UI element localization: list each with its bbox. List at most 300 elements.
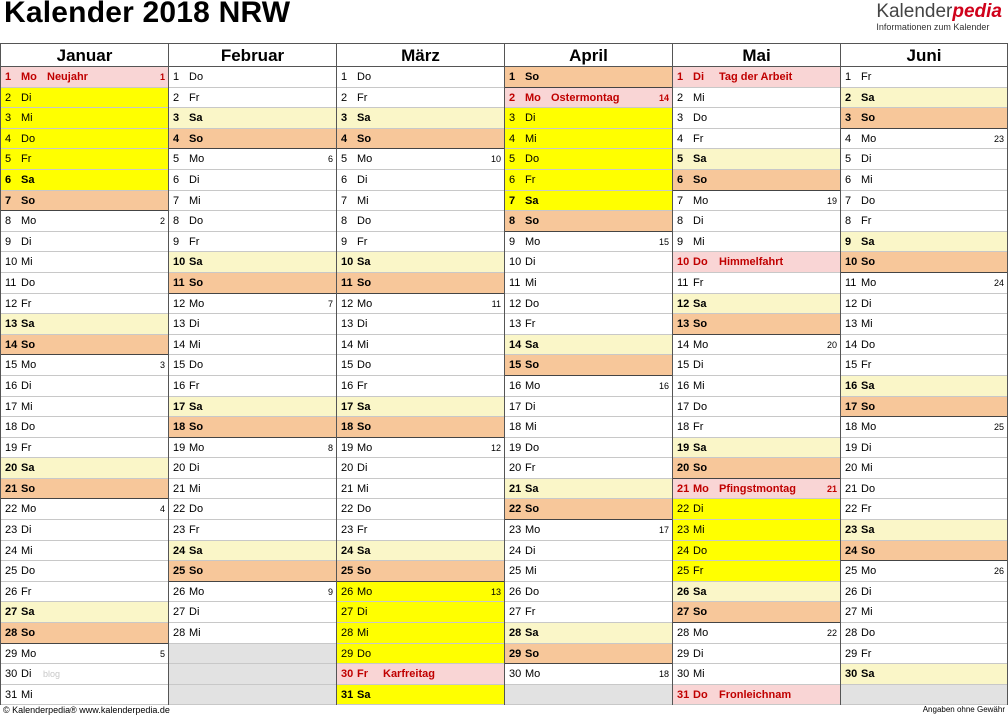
day-number: 27 <box>677 606 690 619</box>
day-row <box>673 252 840 273</box>
weekday: Fr <box>525 318 536 331</box>
day-number: 3 <box>845 112 852 125</box>
weekday: Sa <box>861 235 875 248</box>
day-row <box>169 191 336 212</box>
day-row <box>673 67 840 88</box>
day-number: 23 <box>5 524 18 537</box>
day-number: 29 <box>5 647 18 660</box>
weekday: Fr <box>525 173 536 186</box>
day-number: 26 <box>677 585 690 598</box>
day-row <box>337 191 504 212</box>
weekday: So <box>861 544 876 557</box>
day-number: 18 <box>845 421 858 434</box>
weekday: Mo <box>525 379 541 392</box>
weekday: Di <box>861 441 872 454</box>
weekday: Fr <box>861 215 872 228</box>
weekday: Do <box>21 132 36 145</box>
day-number: 11 <box>341 276 353 289</box>
day-row <box>1 541 168 562</box>
day-row <box>337 335 504 356</box>
weekday: Do <box>525 297 540 310</box>
month-column <box>168 43 336 705</box>
day-number: 22 <box>845 503 858 516</box>
day-number: 17 <box>5 400 18 413</box>
weekday: Mi <box>21 400 33 413</box>
day-number: 18 <box>5 421 18 434</box>
day-row <box>337 479 504 500</box>
day-row <box>505 397 672 418</box>
weekday: So <box>357 276 372 289</box>
day-number: 13 <box>5 318 18 331</box>
day-number: 22 <box>5 503 18 516</box>
weekday: Sa <box>357 688 371 701</box>
day-row <box>673 149 840 170</box>
day-number: 5 <box>173 153 180 166</box>
day-row <box>505 376 672 397</box>
day-row <box>1 438 168 459</box>
week-number: 13 <box>490 586 501 597</box>
day-row <box>1 417 168 438</box>
day-number: 6 <box>677 173 684 186</box>
day-number: 17 <box>677 400 690 413</box>
day-number: 8 <box>5 215 12 228</box>
month-column <box>672 43 840 705</box>
weekday: Mi <box>21 688 33 701</box>
day-number: 3 <box>341 112 348 125</box>
day-row <box>673 108 840 129</box>
day-row <box>1 664 168 685</box>
day-number: 19 <box>341 441 354 454</box>
day-number: 21 <box>845 482 858 495</box>
weekday: Mi <box>693 379 705 392</box>
weekday: Di <box>357 462 368 475</box>
day-number: 12 <box>341 297 354 310</box>
day-number: 13 <box>677 318 690 331</box>
day-number: 26 <box>173 585 186 598</box>
day-row <box>169 314 336 335</box>
day-number: 24 <box>5 544 18 557</box>
day-number: 27 <box>5 606 18 619</box>
day-row <box>337 294 504 315</box>
day-row <box>1 479 168 500</box>
day-row <box>169 685 336 706</box>
day-number: 4 <box>509 132 516 145</box>
day-row <box>169 458 336 479</box>
month-column <box>504 43 672 705</box>
day-number: 20 <box>5 462 18 475</box>
day-number: 12 <box>845 297 858 310</box>
day-row <box>169 376 336 397</box>
day-number: 13 <box>509 318 522 331</box>
weekday: Do <box>357 71 372 83</box>
weekday: Fr <box>189 91 200 104</box>
day-row <box>1 88 168 109</box>
day-row <box>169 67 336 88</box>
weekday: Sa <box>357 256 371 269</box>
day-number: 27 <box>845 606 858 619</box>
weekday: Mo <box>21 359 37 372</box>
weekday: Mo <box>861 276 877 289</box>
day-row <box>1 520 168 541</box>
day-row <box>505 149 672 170</box>
week-number: 23 <box>993 133 1004 144</box>
weekday: Mo <box>357 297 373 310</box>
weekday: Fr <box>693 421 704 434</box>
day-number: 18 <box>509 421 522 434</box>
logo-brand-b: pedia <box>952 1 1002 22</box>
weekday: Mi <box>21 112 33 125</box>
day-number: 10 <box>845 256 858 269</box>
day-number: 22 <box>341 503 354 516</box>
weekday: Mo <box>861 132 877 145</box>
weekday: Fr <box>525 462 536 475</box>
week-number: 19 <box>826 195 837 206</box>
day-number: 2 <box>509 91 516 104</box>
day-number: 10 <box>173 256 186 269</box>
day-row <box>1 355 168 376</box>
day-row <box>841 294 1007 315</box>
day-number: 9 <box>173 235 180 248</box>
day-number: 30 <box>509 668 522 681</box>
weekday: Sa <box>525 627 539 640</box>
day-number: 17 <box>341 400 354 413</box>
weekday: Do <box>861 194 876 207</box>
day-row <box>505 211 672 232</box>
day-row <box>673 376 840 397</box>
day-number: 31 <box>677 688 690 701</box>
day-number: 9 <box>5 235 12 248</box>
day-row <box>673 623 840 644</box>
day-number: 14 <box>509 338 522 351</box>
weekday: Di <box>189 606 200 619</box>
day-number: 7 <box>5 194 12 207</box>
holiday-name: Tag der Arbeit <box>719 71 793 83</box>
day-number: 28 <box>173 627 186 640</box>
weekday: Sa <box>861 91 875 104</box>
weekday: Do <box>693 112 708 125</box>
day-row <box>1 644 168 665</box>
week-number: 6 <box>327 154 333 165</box>
weekday: Fr <box>525 606 536 619</box>
weekday: Mo <box>357 441 373 454</box>
day-row <box>505 294 672 315</box>
weekday: Sa <box>21 173 35 186</box>
weekday: Do <box>189 215 204 228</box>
day-number: 15 <box>5 359 18 372</box>
weekday: So <box>21 482 36 495</box>
day-number: 20 <box>341 462 354 475</box>
day-row <box>505 314 672 335</box>
weekday: Di <box>189 318 200 331</box>
weekday: Do <box>693 400 708 413</box>
day-row <box>337 314 504 335</box>
weekday: Mo <box>189 441 205 454</box>
day-number: 19 <box>5 441 18 454</box>
weekday: Mi <box>21 544 33 557</box>
day-row <box>673 561 840 582</box>
day-number: 7 <box>341 194 348 207</box>
week-number: 1 <box>159 72 165 82</box>
weekday: Di <box>21 524 32 537</box>
month-header: Februar <box>169 43 336 67</box>
weekday: Sa <box>525 194 539 207</box>
day-number: 2 <box>341 91 348 104</box>
day-number: 22 <box>173 503 186 516</box>
weekday: Mi <box>357 627 369 640</box>
day-row <box>841 108 1007 129</box>
day-row <box>1 499 168 520</box>
weekday: Mi <box>189 482 201 495</box>
week-number: 25 <box>993 422 1004 433</box>
day-row <box>1 458 168 479</box>
day-number: 25 <box>845 565 858 578</box>
week-number: 4 <box>159 504 165 515</box>
day-number: 30 <box>677 668 690 681</box>
day-number: 19 <box>173 441 186 454</box>
day-number: 24 <box>173 544 186 557</box>
day-row <box>673 438 840 459</box>
day-row <box>169 397 336 418</box>
week-number: 5 <box>159 648 165 659</box>
weekday: Fr <box>861 503 872 516</box>
day-row <box>337 499 504 520</box>
day-row <box>841 149 1007 170</box>
day-row <box>169 232 336 253</box>
week-number: 7 <box>327 298 333 309</box>
day-number: 9 <box>341 235 348 248</box>
weekday: Di <box>21 668 32 681</box>
weekday: Mi <box>189 194 201 207</box>
day-number: 6 <box>173 173 180 186</box>
day-number: 23 <box>341 524 354 537</box>
week-number: 14 <box>658 92 669 103</box>
day-number: 24 <box>341 544 354 557</box>
weekday: Mo <box>189 153 205 166</box>
day-row <box>673 294 840 315</box>
weekday: Mo <box>189 297 205 310</box>
weekday: Do <box>21 421 36 434</box>
day-row <box>337 88 504 109</box>
day-row <box>169 520 336 541</box>
weekday: So <box>21 627 36 640</box>
day-number: 1 <box>341 71 348 83</box>
weekday: Fr <box>21 297 32 310</box>
day-number: 8 <box>677 215 684 228</box>
day-row <box>1 149 168 170</box>
day-row <box>841 211 1007 232</box>
weekday: Di <box>693 503 704 516</box>
day-number: 24 <box>677 544 690 557</box>
weekday: So <box>861 256 876 269</box>
weekday: Mo <box>525 524 541 537</box>
day-number: 30 <box>845 668 858 681</box>
day-row <box>1 108 168 129</box>
day-row <box>841 417 1007 438</box>
day-row <box>673 335 840 356</box>
weekday: Mo <box>861 565 877 578</box>
day-number: 5 <box>341 153 348 166</box>
day-row <box>673 582 840 603</box>
day-number: 7 <box>845 194 852 207</box>
day-number: 4 <box>173 132 180 145</box>
weekday: Di <box>525 256 536 269</box>
weekday: Mo <box>693 194 709 207</box>
weekday: Mo <box>357 585 373 598</box>
day-row <box>337 602 504 623</box>
weekday: Do <box>525 441 540 454</box>
day-number: 25 <box>5 565 18 578</box>
day-number: 21 <box>5 482 18 495</box>
day-number: 11 <box>845 276 857 289</box>
holiday-name: Pfingstmontag <box>719 482 796 495</box>
day-number: 2 <box>173 91 180 104</box>
weekday: Fr <box>861 359 872 372</box>
day-number: 9 <box>845 235 852 248</box>
day-number: 1 <box>509 71 516 83</box>
weekday: Sa <box>21 462 35 475</box>
day-row <box>337 664 504 685</box>
weekday: So <box>189 276 204 289</box>
day-number: 17 <box>509 400 522 413</box>
weekday: Fr <box>189 379 200 392</box>
day-number: 18 <box>341 421 354 434</box>
day-row <box>1 314 168 335</box>
day-number: 28 <box>509 627 522 640</box>
weekday: Mi <box>693 235 705 248</box>
day-row <box>505 108 672 129</box>
day-number: 16 <box>173 379 186 392</box>
day-row <box>505 644 672 665</box>
day-number: 8 <box>845 215 852 228</box>
page-title: Kalender 2018 NRW <box>4 0 291 29</box>
day-number: 9 <box>509 235 516 248</box>
day-number: 28 <box>341 627 354 640</box>
weekday: So <box>693 173 708 186</box>
day-number: 15 <box>341 359 354 372</box>
month-header: Juni <box>841 43 1007 67</box>
day-row <box>841 355 1007 376</box>
weekday: Fr <box>357 235 368 248</box>
day-number: 1 <box>173 71 180 83</box>
weekday: Di <box>21 91 32 104</box>
day-number: 29 <box>677 647 690 660</box>
weekday: Sa <box>525 482 539 495</box>
weekday: Do <box>861 482 876 495</box>
day-row <box>169 170 336 191</box>
weekday: Di <box>693 647 704 660</box>
day-number: 13 <box>845 318 858 331</box>
day-number: 15 <box>845 359 858 372</box>
day-row <box>505 458 672 479</box>
day-number: 2 <box>5 91 12 104</box>
day-number: 7 <box>173 194 180 207</box>
day-number: 16 <box>509 379 522 392</box>
week-number: 2 <box>159 216 165 227</box>
weekday: Mi <box>21 256 33 269</box>
day-number: 6 <box>845 173 852 186</box>
week-number: 21 <box>826 483 837 494</box>
weekday: Mo <box>693 482 709 495</box>
weekday: Mo <box>861 421 877 434</box>
day-row <box>1 129 168 150</box>
day-number: 4 <box>677 132 684 145</box>
day-row <box>169 294 336 315</box>
weekday: Fr <box>357 668 368 681</box>
weekday: Sa <box>693 153 707 166</box>
day-number: 19 <box>509 441 522 454</box>
day-row <box>337 129 504 150</box>
day-row <box>505 417 672 438</box>
day-number: 16 <box>5 379 18 392</box>
day-number: 26 <box>845 585 858 598</box>
day-row <box>673 499 840 520</box>
day-row <box>841 170 1007 191</box>
day-row <box>841 129 1007 150</box>
day-number: 4 <box>5 132 12 145</box>
day-number: 13 <box>173 318 186 331</box>
day-row <box>169 602 336 623</box>
weekday: So <box>861 112 876 125</box>
day-number: 16 <box>677 379 690 392</box>
week-number: 15 <box>658 236 669 247</box>
day-row <box>1 273 168 294</box>
day-row <box>1 602 168 623</box>
watermark-note: blog <box>43 669 61 680</box>
day-row <box>337 438 504 459</box>
day-number: 21 <box>509 482 522 495</box>
weekday: Mi <box>525 132 537 145</box>
day-row <box>1 685 168 706</box>
week-number: 18 <box>658 669 669 680</box>
day-row <box>169 211 336 232</box>
day-row <box>505 232 672 253</box>
weekday: So <box>189 132 204 145</box>
weekday: Mi <box>861 606 873 619</box>
weekday: Mo <box>525 91 541 104</box>
weekday: Fr <box>21 441 32 454</box>
weekday: Di <box>693 359 704 372</box>
day-number: 15 <box>173 359 186 372</box>
day-number: 1 <box>845 71 852 83</box>
weekday: Fr <box>189 235 200 248</box>
day-row <box>673 644 840 665</box>
weekday: Do <box>357 647 372 660</box>
day-number: 1 <box>677 71 684 83</box>
day-row <box>841 561 1007 582</box>
day-number: 15 <box>677 359 690 372</box>
day-row <box>505 685 672 706</box>
weekday: Mi <box>861 462 873 475</box>
day-row <box>169 88 336 109</box>
day-number: 12 <box>509 297 522 310</box>
day-number: 29 <box>509 647 522 660</box>
weekday: So <box>357 565 372 578</box>
day-number: 23 <box>173 524 186 537</box>
day-row <box>1 397 168 418</box>
month-column <box>336 43 504 705</box>
weekday: Mo <box>525 668 541 681</box>
day-row <box>505 520 672 541</box>
day-row <box>169 664 336 685</box>
day-number: 10 <box>5 256 18 269</box>
day-number: 14 <box>5 338 18 351</box>
day-row <box>505 602 672 623</box>
day-row <box>505 541 672 562</box>
day-row <box>505 88 672 109</box>
weekday: Sa <box>189 112 203 125</box>
day-number: 23 <box>509 524 522 537</box>
weekday: Fr <box>693 565 704 578</box>
